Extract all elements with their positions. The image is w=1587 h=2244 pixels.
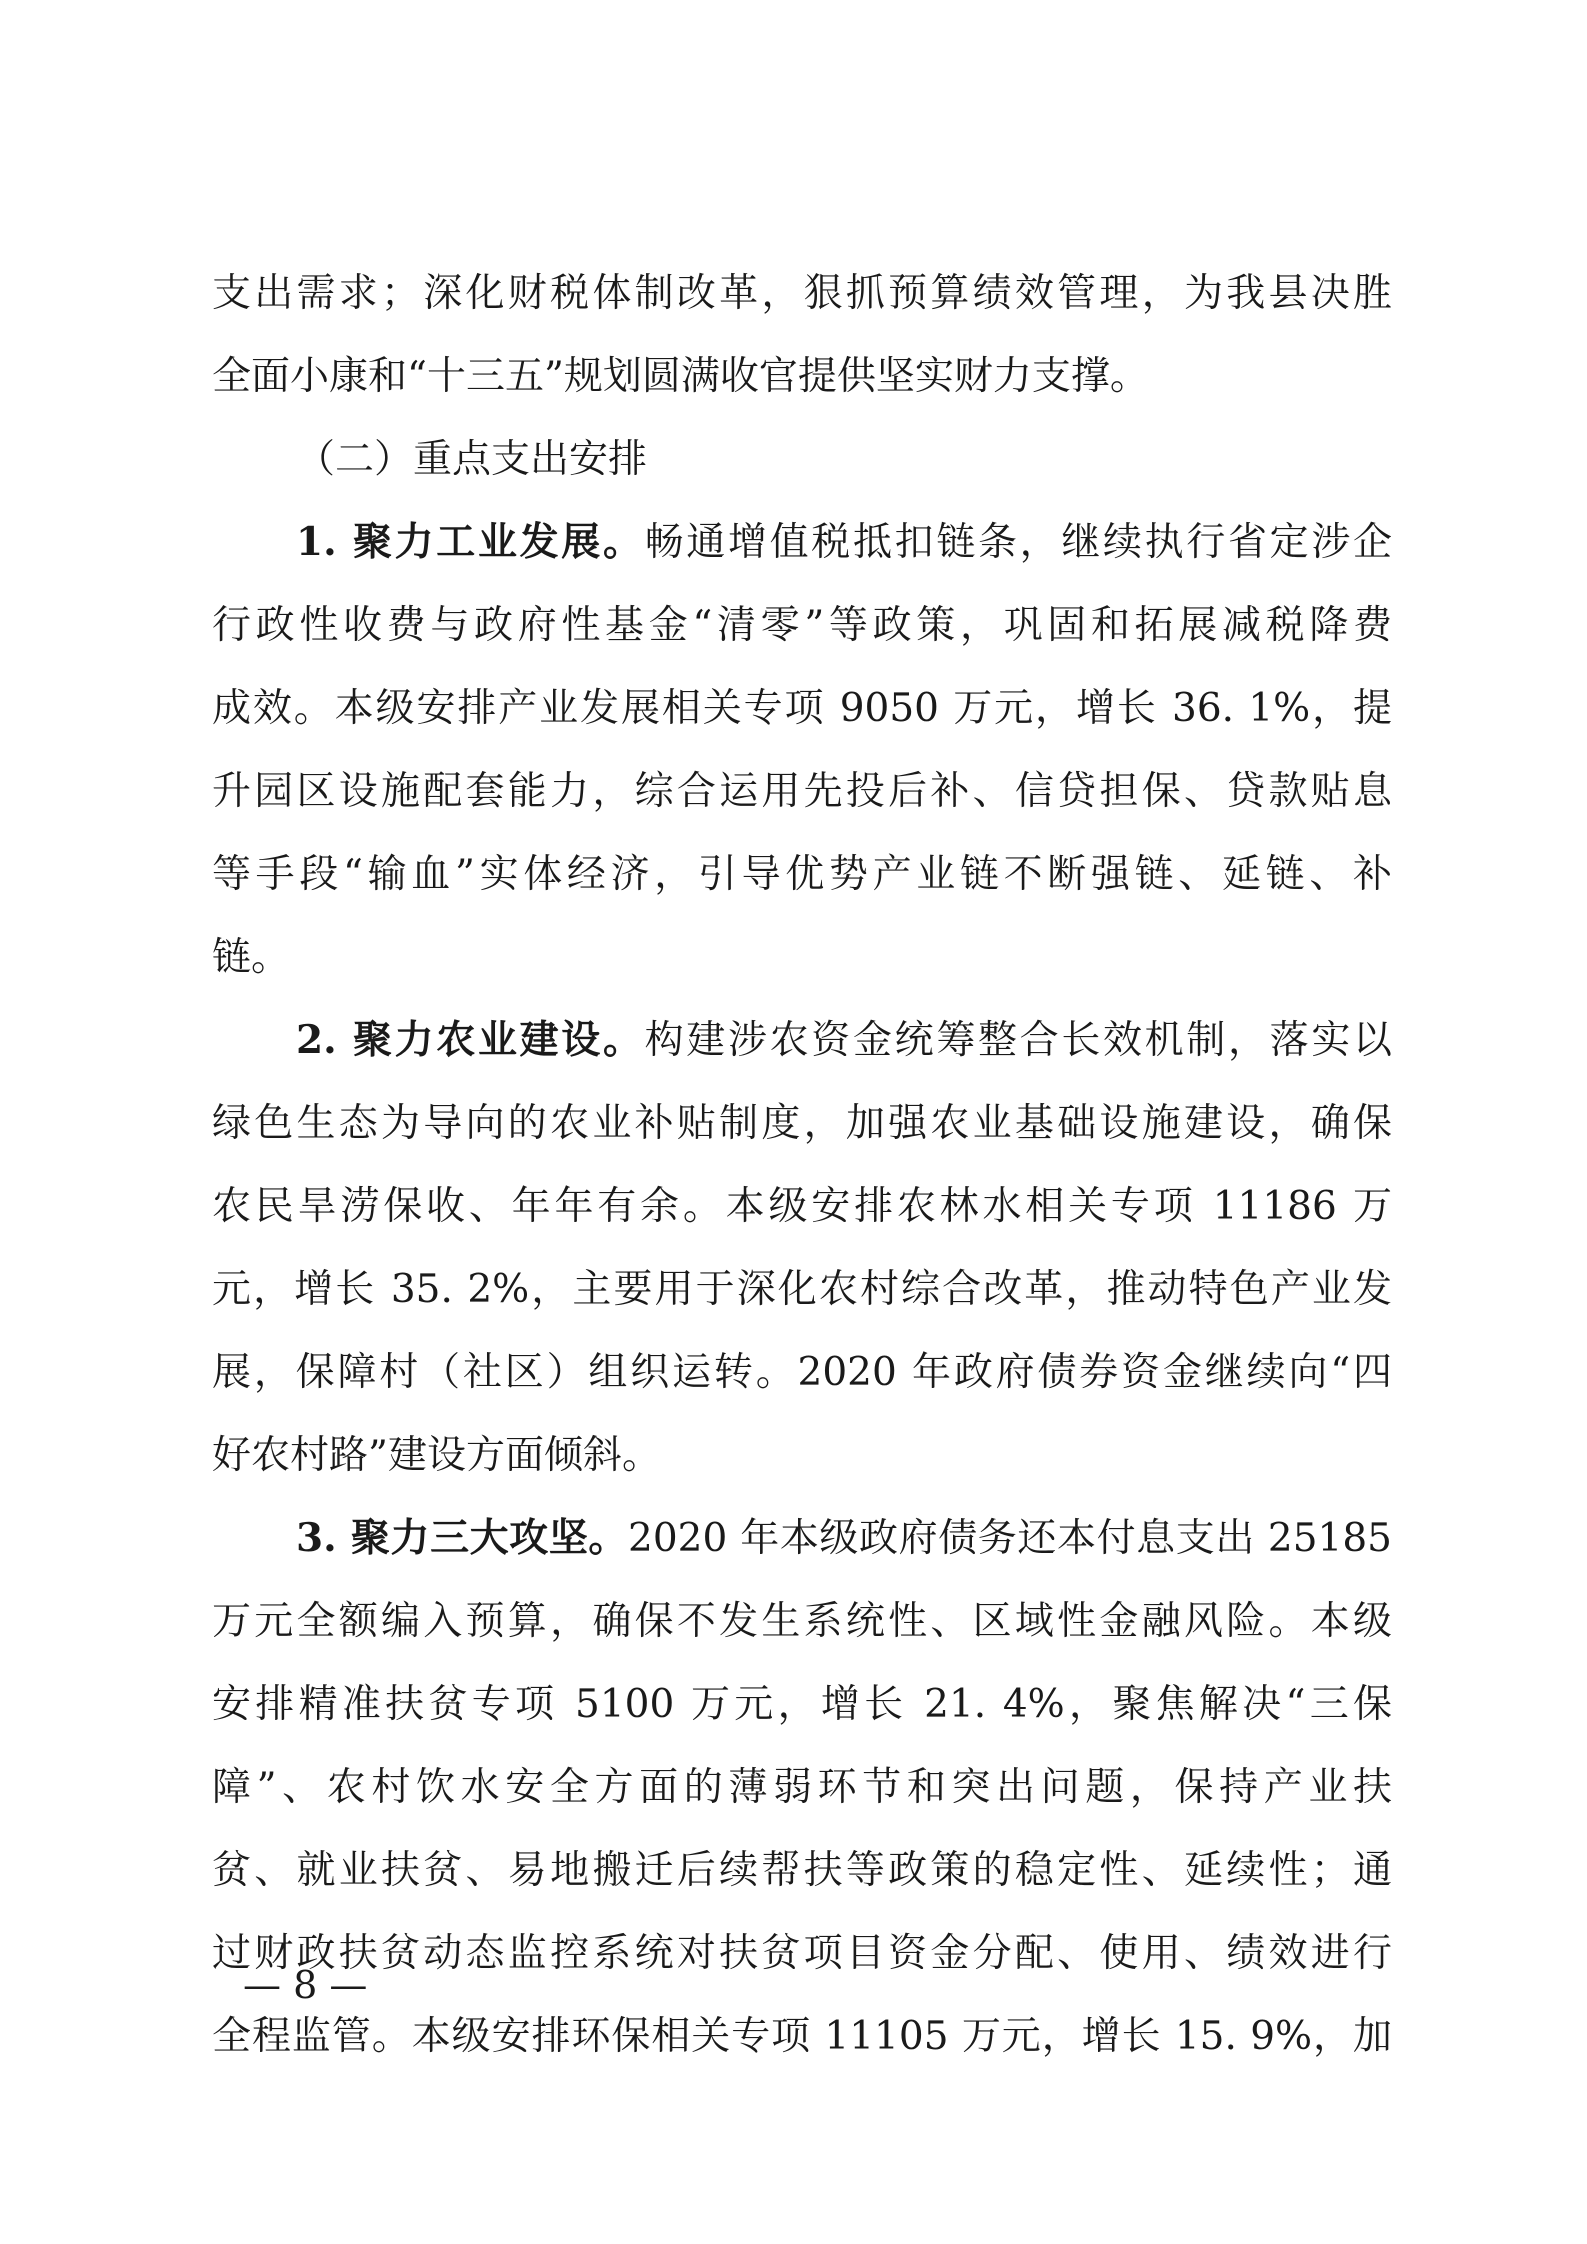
paragraph-line: 展，保障村（社区）组织运转。2020 年政府债券资金继续向“四 (212, 1350, 1392, 1395)
paragraph-line: 升园区设施配套能力，综合运用先投后补、信贷担保、贷款贴息 (212, 769, 1392, 814)
item-text: 畅通增值税抵扣链条，继续执行省定涉企 (644, 520, 1392, 565)
paragraph-line: 安排精准扶贫专项 5100 万元，增长 21. 4%，聚焦解决“三保 (212, 1682, 1393, 1727)
paragraph-line: 障”、农村饮水安全方面的薄弱环节和突出问题，保持产业扶 (212, 1765, 1392, 1810)
paragraph-line: 等手段“输血”实体经济，引导优势产业链不断强链、延链、补 (212, 852, 1392, 897)
item-text: 2020 年本级政府债务还本付息支出 25185 (628, 1516, 1392, 1561)
paragraph-line: 成效。本级安排产业发展相关专项 9050 万元，增长 36. 1%，提 (212, 686, 1392, 731)
paragraph-line: 好农村路”建设方面倾斜。 (212, 1433, 661, 1478)
paragraph-line: 农民旱涝保收、年年有余。本级安排农林水相关专项 11186 万 (212, 1184, 1392, 1229)
paragraph-line (212, 1497, 1392, 1580)
item-lead: 1. 聚力工业发展。 (296, 519, 645, 565)
paragraph-line: 行政性收费与政府性基金“清零”等政策，巩固和拓展减税降费 (212, 603, 1392, 648)
paragraph-line: 支出需求；深化财税体制改革，狠抓预算绩效管理，为我县决胜 (212, 271, 1392, 316)
paragraph-line: 万元全额编入预算，确保不发生系统性、区域性金融风险。本级 (212, 1599, 1392, 1644)
body-text (212, 252, 1392, 2078)
paragraph-line: 全面小康和“十三五”规划圆满收官提供坚实财力支撑。 (212, 354, 1149, 399)
page-number: — 8 — (243, 1963, 368, 2007)
paragraph-line: 过财政扶贫动态监控系统对扶贫项目资金分配、使用、绩效进行 (212, 1931, 1392, 1976)
paragraph-line: 元，增长 35. 2%，主要用于深化农村综合改革，推动特色产业发 (212, 1267, 1392, 1312)
paragraph-line: 贫、就业扶贫、易地搬迁后续帮扶等政策的稳定性、延续性；通 (212, 1848, 1392, 1893)
paragraph-line (212, 999, 1392, 1082)
paragraph-line: 链。 (212, 935, 291, 980)
paragraph-line: 绿色生态为导向的农业补贴制度，加强农业基础设施建设，确保 (212, 1101, 1392, 1146)
item-lead: 2. 聚力农业建设。 (296, 1017, 645, 1063)
section-heading: （二）重点支出安排 (296, 437, 648, 482)
paragraph-line (212, 501, 1392, 584)
item-lead: 3. 聚力三大攻坚。 (296, 1515, 629, 1561)
paragraph-line: 全程监管。本级安排环保相关专项 11105 万元，增长 15. 9%，加 (212, 2014, 1392, 2059)
item-text: 构建涉农资金统筹整合长效机制，落实以 (644, 1018, 1392, 1063)
